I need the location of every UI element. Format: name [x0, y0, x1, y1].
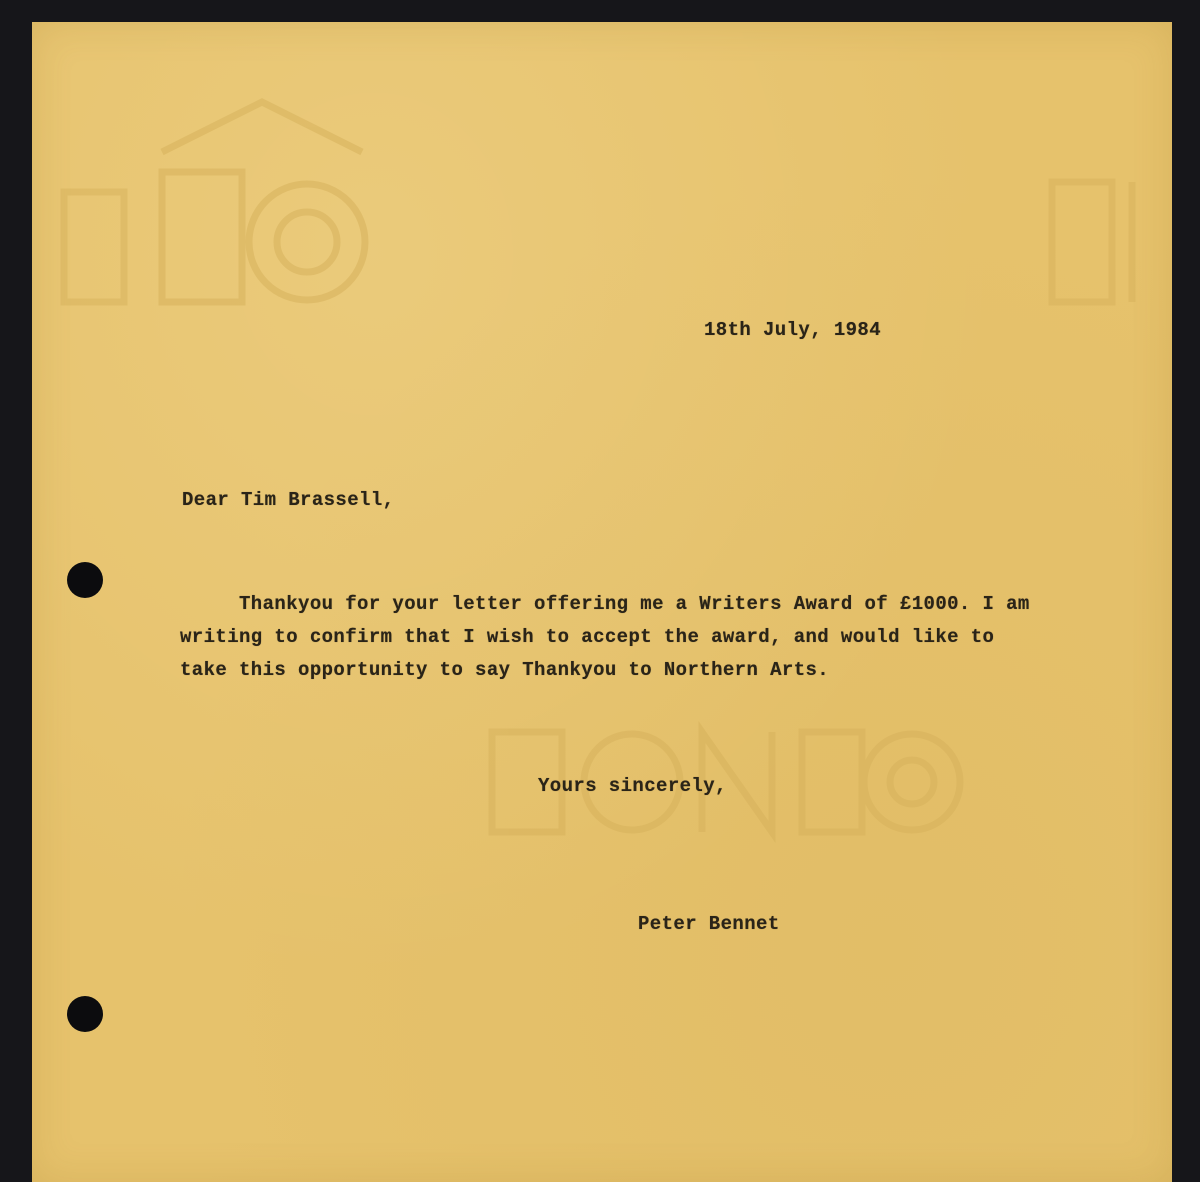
punch-hole-upper	[67, 562, 103, 598]
letter-body-line: take this opportunity to say Thankyou to Northern Arts.	[180, 659, 830, 681]
watermark-top-right	[1032, 122, 1172, 322]
letter-body	[180, 588, 1030, 687]
letter-paper	[32, 22, 1172, 1182]
letter-date: 18th July, 1984	[704, 319, 882, 341]
watermark-top-left	[52, 82, 382, 312]
punch-hole-lower	[67, 996, 103, 1032]
letter-salutation: Dear Tim Brassell,	[182, 489, 395, 511]
letter-closing: Yours sincerely,	[538, 775, 727, 797]
letter-signature: Peter Bennet	[638, 913, 780, 935]
letter-body-line: Thankyou for your letter offering me a Writers Award of £1000. I am	[180, 593, 1030, 615]
letter-body-line: writing to confirm that I wish to accept the award, and would like to	[180, 626, 995, 648]
